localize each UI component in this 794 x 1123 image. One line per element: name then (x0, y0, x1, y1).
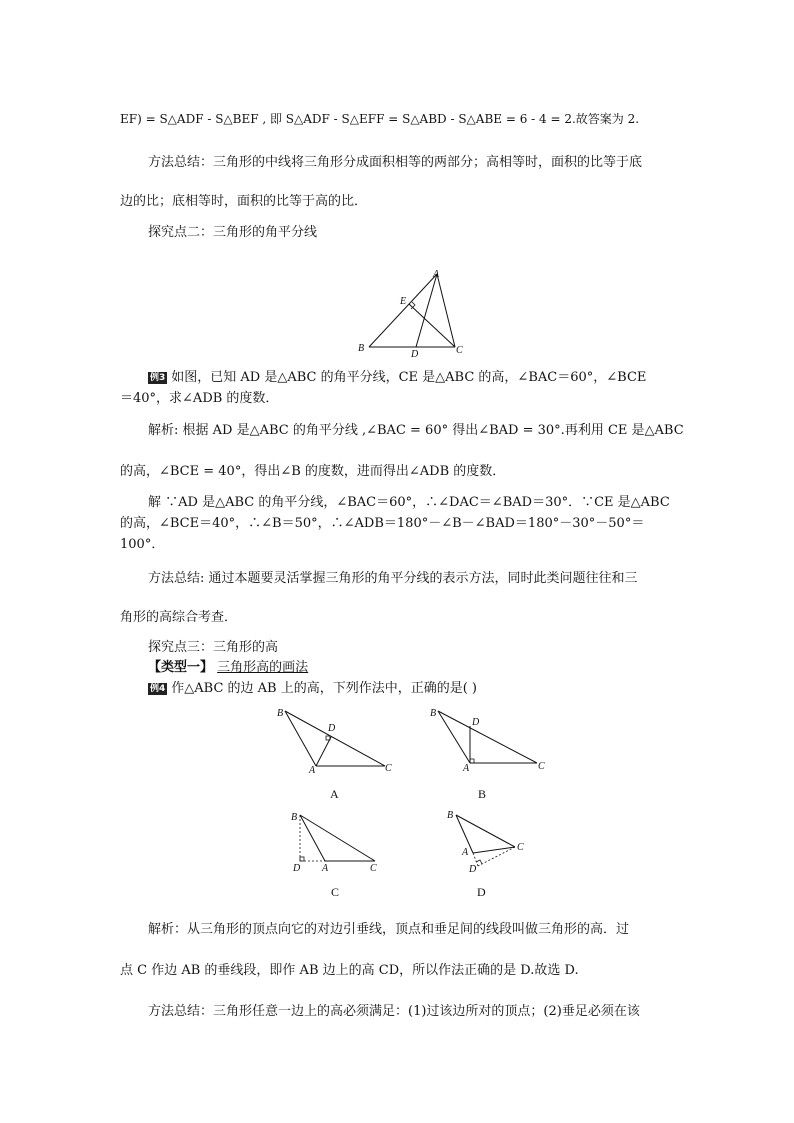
analysis-2-line-2: 点 C 作边 AB 的垂线段，即作 AB 边上的高 CD，所以作法正确的是 D.故选 D. (120, 963, 579, 978)
option-d-letter: D (477, 885, 486, 898)
option-d-label-d: D (469, 864, 477, 875)
section-heading-altitude: 探究点三：三角形的高 (148, 640, 279, 655)
example-3-tag: 例3 (150, 373, 166, 383)
solution-line-3: 100°． (120, 537, 165, 552)
label-a: A (433, 269, 440, 280)
option-a-label-d: D (328, 723, 336, 734)
example-3-text: 如图，已知 AD 是△ABC 的角平分线，CE 是△ABC 的高，∠BAC＝60°，∠BCE (171, 370, 647, 385)
label-c: C (456, 345, 463, 356)
option-b-letter: B (478, 787, 487, 801)
example-4-text: 作△ABC 的边 AB 上的高，下列作法中，正确的是( ) (171, 681, 478, 696)
label-d: D (411, 349, 419, 360)
analysis-line-1: 解析: 根据 AD 是△ABC 的角平分线 ,∠BAC = 60° 得出∠BAD = 30°.再利用 CE 是△ABC (148, 423, 684, 438)
option-c-label-a: A (322, 863, 329, 874)
option-a-label-b: B (277, 708, 284, 719)
option-a-label-c: C (385, 763, 392, 774)
solution-line-2: 的高，∠BCE＝40°，∴∠B＝50°，∴∠ADB＝180°－∠B－∠BAD＝180°－30°－50°＝ (120, 516, 645, 531)
option-c-label-b: B (291, 812, 298, 823)
example-4-tag: 例4 (150, 684, 166, 694)
option-d-label-b: B (447, 810, 454, 821)
option-a-letter: A (330, 787, 339, 801)
method-summary-line-1: 方法总结：三角形的中线将三角形分成面积相等的两部分；高相等时，面积的比等于底 (148, 155, 643, 170)
type-one-title: 三角形高的画法 (217, 660, 309, 675)
label-b: B (358, 343, 365, 354)
option-d-label-a: A (462, 847, 469, 858)
example-3-line-2: ＝40°，求∠ADB 的度数． (120, 391, 279, 406)
method-summary-2-line-1: 方法总结: 通过本题要灵活掌握三角形的角平分线的表示方法，同时此类问题往往和三 (148, 571, 638, 586)
option-c-letter: C (331, 885, 340, 898)
option-b-label-c: C (538, 761, 545, 772)
method-summary-2-line-2: 角形的高综合考查． (120, 610, 238, 625)
example-3-line-1 (148, 370, 646, 386)
option-c-label-d: D (293, 863, 301, 874)
solution-text-line-1: EF) = S△ADF - S△BEF , 即 S△ADF - S△EFF = S△ABD - S△ABE = 6 - 4 = 2.故答案为 2. (120, 112, 640, 126)
method-summary-3-line-1: 方法总结：三角形任意一边上的高必须满足：(1)过该边所对的顶点；(2)垂足必须在该 (148, 1004, 640, 1019)
option-a-figure (268, 703, 408, 803)
method-summary-line-2: 边的比；底相等时，面积的比等于高的比． (120, 194, 368, 209)
option-b-figure (423, 703, 563, 803)
type-one-heading (148, 660, 308, 676)
analysis-line-2: 的高，∠BCE = 40°，得出∠B 的度数，进而得出∠ADB 的度数． (120, 464, 506, 479)
label-e: E (400, 296, 407, 307)
example-4-line (148, 681, 477, 697)
option-b-label-d: D (472, 717, 480, 728)
triangle-figure-bisector (350, 265, 470, 360)
option-d-label-c: C (517, 842, 524, 853)
type-one-tag: 【类型一】 (148, 660, 214, 675)
option-c-label-c: C (370, 863, 377, 874)
section-heading-angle-bisector: 探究点二：三角形的角平分线 (148, 225, 318, 240)
solution-line-1: 解 ∵AD 是△ABC 的角平分线，∠BAC＝60°，∴∠DAC＝∠BAD＝30°．∵CE 是△ABC (148, 495, 670, 510)
option-b-label-b: B (430, 708, 437, 719)
option-c-figure (283, 808, 393, 898)
analysis-2-line-1: 解析：从三角形的顶点向它的对边引垂线，顶点和垂足间的线段叫做三角形的高．过 (148, 922, 630, 937)
option-b-label-a: A (463, 763, 470, 774)
option-d-figure (438, 803, 548, 898)
option-a-label-a: A (309, 765, 316, 776)
